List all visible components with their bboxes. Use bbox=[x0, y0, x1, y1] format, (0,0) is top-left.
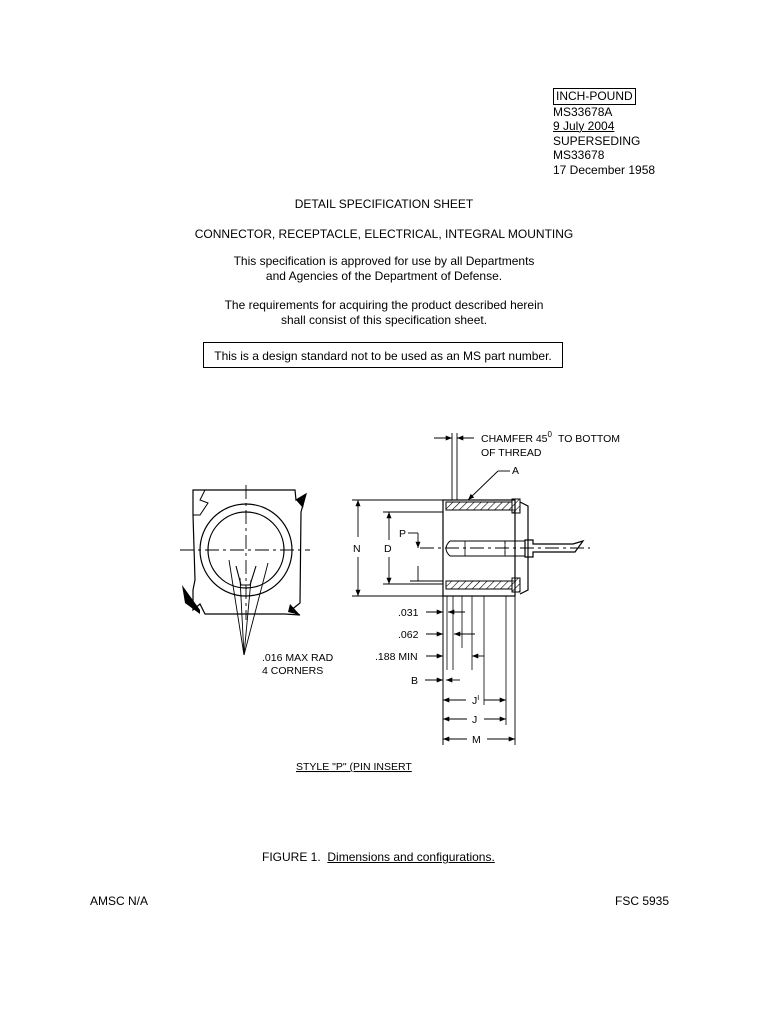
front-view bbox=[180, 485, 310, 655]
label-d: D bbox=[384, 543, 392, 555]
approval-line-1: This specification is approved for use by all Departments bbox=[233, 254, 535, 268]
requirements-line-2: shall consist of this specification sheet. bbox=[280, 313, 488, 327]
superseded-number: MS33678 bbox=[553, 148, 605, 162]
superseding-label: SUPERSEDING bbox=[553, 133, 641, 148]
label-m: M bbox=[472, 734, 481, 746]
label-j-prime: $J^I$ bbox=[472, 695, 480, 707]
label-a: A bbox=[512, 465, 520, 477]
side-view bbox=[352, 433, 590, 745]
doc-date: 9 July 2004 bbox=[553, 119, 615, 133]
label-n: N bbox=[353, 543, 361, 555]
figure-prefix: FIGURE 1. bbox=[262, 850, 321, 864]
dim-062: .062 bbox=[398, 629, 419, 641]
superseded-date: 17 December 1958 bbox=[553, 162, 656, 177]
inch-pound-label: INCH-POUND bbox=[553, 88, 636, 105]
amsc-label: AMSC N/A bbox=[90, 894, 149, 908]
figure-title: Dimensions and configurations. bbox=[327, 850, 495, 864]
dim-031: .031 bbox=[398, 607, 419, 619]
rad-note-line1: .016 MAX RAD bbox=[262, 652, 334, 664]
chamfer-label-line2: OF THREAD bbox=[481, 447, 542, 459]
rad-note-line2: 4 CORNERS bbox=[262, 665, 324, 677]
sheet-type: DETAIL SPECIFICATION SHEET bbox=[294, 197, 474, 211]
doc-number: MS33678A bbox=[553, 104, 613, 119]
requirements-line-1: The requirements for acquiring the product described herein bbox=[224, 298, 544, 312]
label-j: J bbox=[472, 714, 478, 726]
dim-188-min: .188 MIN bbox=[375, 651, 418, 663]
label-b: B bbox=[411, 675, 419, 687]
approval-line-2: and Agencies of the Department of Defense. bbox=[265, 269, 503, 283]
chamfer-label: CHAMFER $45^0$ TO BOTTOM bbox=[481, 430, 620, 445]
design-standard-note: This is a design standard not to be used as an MS part number. bbox=[203, 342, 563, 368]
style-caption: STYLE "P" (PIN INSERT bbox=[296, 761, 412, 773]
label-p: P bbox=[399, 528, 407, 540]
figure-caption bbox=[262, 850, 495, 864]
subject-title: CONNECTOR, RECEPTACLE, ELECTRICAL, INTEGRAL MOUNTING bbox=[194, 227, 574, 241]
fsc-label: FSC 5935 bbox=[615, 894, 670, 908]
